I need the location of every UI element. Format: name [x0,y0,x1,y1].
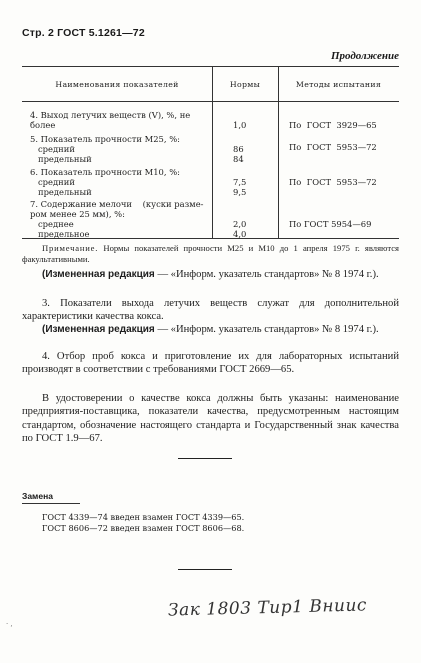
column-header-norms: Нормы [229,80,261,89]
table-top-rule [22,66,399,67]
edit-note-text: — «Информ. указатель стандартов» № 8 1974 г.). [157,269,379,280]
section-separator [178,458,232,459]
table-row-name: 7. Содержание мелочи (куски разме- ром менее 25 мм), %: среднее предельное [30,199,204,239]
edit-note-label: (Измененная редакция [42,324,155,335]
replacement-title-underline [22,503,80,504]
table-row-method: По ГОСТ 5953—72 [289,142,377,152]
margin-mark: · , [6,620,13,628]
page-header: Стр. 2 ГОСТ 5.1261—72 [22,27,145,39]
note-text: Нормы показателей прочности М25 и М10 до 1 апреля 1975 г. являются факультативными. [22,243,399,264]
replacement-line: ГОСТ 8606—72 введен взамен ГОСТ 8606—68. [42,523,245,533]
table-col-divider-2 [278,66,279,238]
handwritten-order-note: Зак 1803 Тир1 Внииc [167,595,368,621]
table-header-rule [22,101,399,102]
replacement-line: ГОСТ 4339—74 введен взамен ГОСТ 4339—65. [42,512,245,522]
continuation-label: Продолжение [330,50,399,62]
paragraph-3: 3. Показатели выхода летучих веществ служат для дополнительной характеристики качества кокса. [22,298,399,323]
table-row-method: По ГОСТ 5953—72 [289,177,377,187]
edit-note-2 [22,323,399,336]
edit-note-label: (Измененная редакция [42,269,155,280]
edit-note-text: — «Информ. указатель стандартов» № 8 1974 г.). [157,324,379,335]
paragraph-5: В удостоверении о качестве кокса должны быть указаны: наименование предприятия-поставщика, показатели качества, предусмотренным настоящим стандартом, обозначение настоящего стандарта и Государственный знак качества по ГОСТ 1.9—67. [22,393,399,445]
table-row-norm: 1,0 [233,120,247,130]
table-row-name: 5. Показатель прочности М25, %: средний предельный [30,134,180,164]
paragraph-4: 4. Отбор проб кокса и приготовление их для лабораторных испытаний производят в соответствии с требованиями ГОСТ 2669—65. [22,351,399,376]
edit-note-1 [22,268,399,281]
table-row-name: 4. Выход летучих веществ (V), %, не более [30,110,191,130]
table-note [22,243,399,265]
note-label: Примечание. [42,243,99,253]
column-header-methods: Методы испытания [295,80,382,89]
column-header-names: Наименования показателей [55,80,179,89]
table-row-norm: 7,5 9,5 [233,177,247,197]
table-col-divider-1 [212,66,213,238]
table-row-norm: 86 84 [233,144,244,164]
table-row-name: 6. Показатель прочности М10, %: средний предельный [30,167,180,197]
end-separator [178,569,232,570]
table-row-method: По ГОСТ 5954—69 [289,219,372,229]
table-row-method: По ГОСТ 3929—65 [289,120,377,130]
table-row-norm: 2,0 4,0 [233,219,247,239]
replacement-title: Замена [22,491,53,501]
